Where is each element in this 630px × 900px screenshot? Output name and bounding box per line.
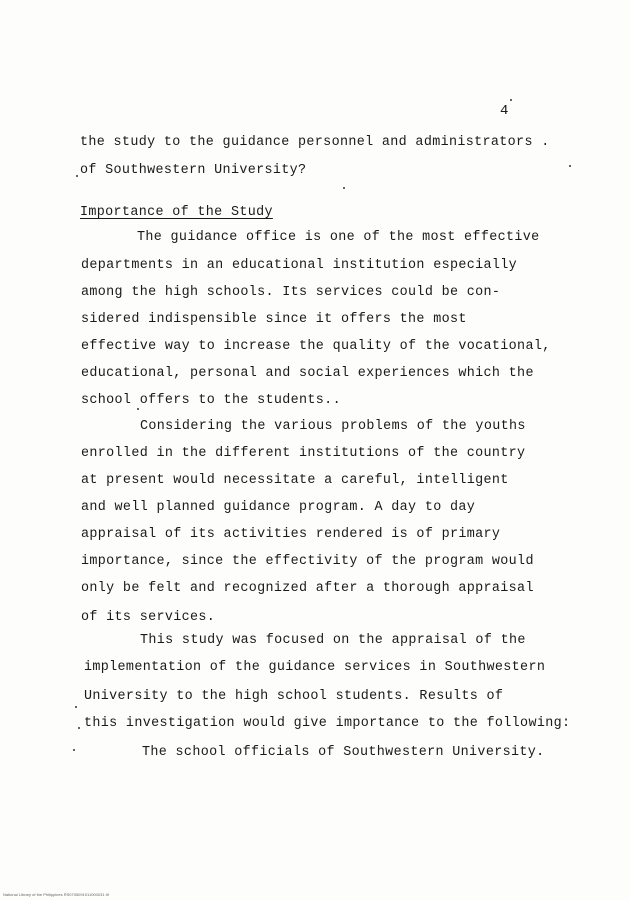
paragraph-line: among the high schools. Its services could be con- bbox=[81, 285, 501, 300]
scan-speck bbox=[510, 99, 512, 101]
paragraph-line: only be felt and recognized after a thorough appraisal bbox=[81, 581, 534, 596]
archive-footer: National Library of the Philippines RS0705091011000031 tif bbox=[3, 892, 109, 897]
scan-speck bbox=[73, 749, 75, 751]
paragraph-line: This study was focused on the appraisal of the bbox=[140, 633, 526, 648]
scan-speck bbox=[569, 165, 571, 167]
paragraph-line: educational, personal and social experiences which the bbox=[81, 366, 534, 381]
paragraph-line: importance, since the effectivity of the program would bbox=[81, 554, 534, 569]
paragraph-line: this investigation would give importance to the following: bbox=[84, 716, 571, 731]
paragraph-line: at present would necessitate a careful, intelligent bbox=[81, 473, 509, 488]
scan-speck bbox=[343, 187, 345, 189]
text-line: the study to the guidance personnel and administrators . bbox=[80, 135, 550, 150]
page-number: 4 bbox=[500, 103, 509, 119]
paragraph-line: sidered indispensible since it offers the most bbox=[81, 312, 467, 327]
paragraph-line: Considering the various problems of the youths bbox=[140, 419, 526, 434]
paragraph-line: enrolled in the different institutions of the country bbox=[81, 446, 526, 461]
paragraph-line: departments in an educational institution especially bbox=[81, 258, 518, 273]
paragraph-line: University to the high school students. Results of bbox=[84, 689, 504, 704]
paragraph-line: appraisal of its activities rendered is of primary bbox=[81, 527, 501, 542]
paragraph-line: implementation of the guidance services in Southwestern bbox=[84, 660, 546, 675]
scan-speck bbox=[78, 727, 80, 729]
section-heading: Importance of the Study bbox=[80, 205, 273, 220]
paragraph-line: The guidance office is one of the most effective bbox=[137, 230, 540, 245]
scan-speck bbox=[75, 706, 77, 708]
text-line: of Southwestern University? bbox=[80, 163, 307, 178]
scan-speck bbox=[76, 175, 78, 177]
paragraph-line: The school officials of Southwestern University. bbox=[142, 745, 545, 760]
paragraph-line: and well planned guidance program. A day to day bbox=[81, 500, 476, 515]
scan-speck bbox=[137, 408, 139, 410]
paragraph-line: effective way to increase the quality of the vocational, bbox=[81, 339, 551, 354]
paragraph-line: school offers to the students.. bbox=[81, 393, 341, 408]
paragraph-line: of its services. bbox=[81, 610, 216, 625]
